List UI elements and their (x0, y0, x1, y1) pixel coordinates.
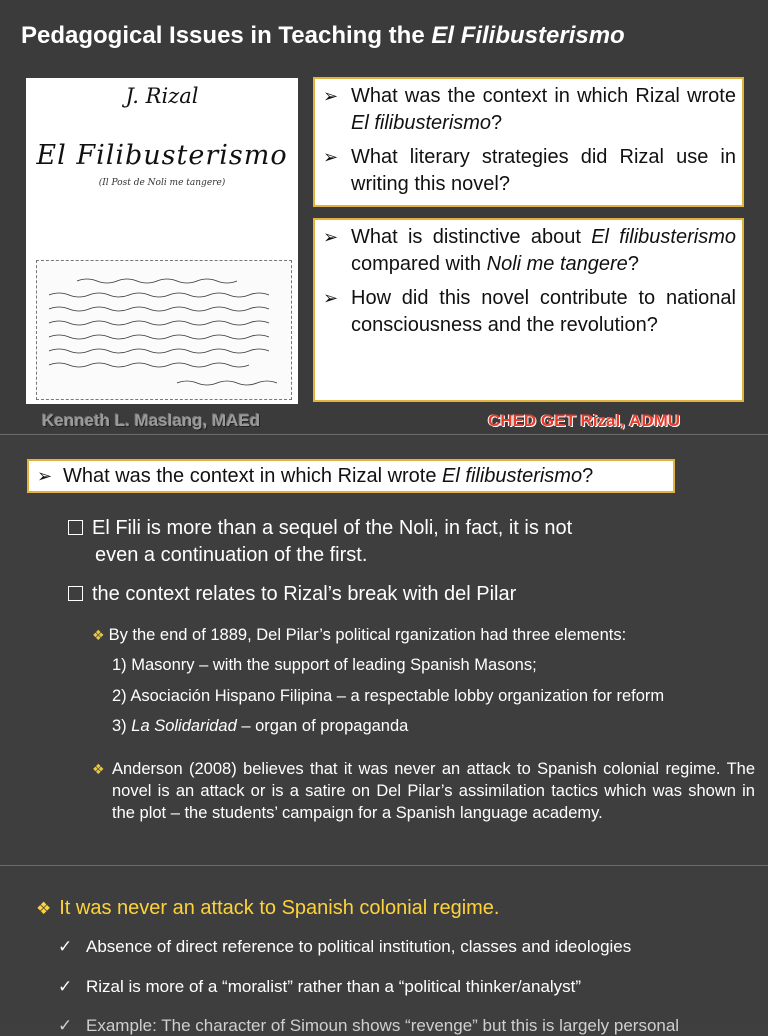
heading-text: It was never an attack to Spanish colonial regime. (59, 897, 500, 919)
sub-point (92, 624, 752, 646)
slide-2 (0, 434, 768, 864)
slide-title (21, 22, 625, 50)
arrow-bullet-icon: ➢ (323, 227, 339, 247)
question-text: What was the context in which Rizal wrote (351, 85, 736, 107)
institution-footer: CHED GET Rizal, ADMU (488, 411, 681, 430)
checkmark-icon: ✓ (58, 1016, 73, 1035)
diamond-bullet-icon: ❖ (92, 627, 105, 643)
question-item (323, 224, 736, 278)
questions-box-1 (313, 77, 744, 207)
check-item (58, 937, 631, 957)
question-banner (27, 459, 675, 493)
check-text: Example: The character of Simoun shows “revenge” but this is largely personal (86, 1016, 680, 1035)
arrow-bullet-icon: ➢ (323, 86, 339, 106)
sub-point-text: By the end of 1889, Del Pilar’s political rganization had three elements: (108, 626, 627, 644)
checkmark-icon: ✓ (58, 937, 73, 956)
question-item (323, 83, 736, 137)
question-text-mid: compared with (351, 253, 487, 275)
manuscript-author: J. Rizal (125, 84, 199, 108)
question-text: What is distinctive about (351, 226, 592, 248)
title-text: Pedagogical Issues in Teaching the (21, 22, 432, 49)
slide-1 (0, 0, 768, 433)
question-text-end: ? (627, 253, 639, 275)
list-item-num: 3) (112, 717, 132, 735)
question-item (323, 144, 736, 198)
list-item-italic: La Solidaridad (131, 717, 237, 735)
arrow-bullet-icon: ➢ (323, 147, 339, 167)
check-item (58, 977, 581, 997)
author-footer: Kenneth L. Maslang, MAEd (42, 411, 261, 430)
sub-point (92, 758, 755, 824)
checkmark-icon: ✓ (58, 977, 73, 996)
question-text-end: ? (582, 465, 594, 487)
question-italic: El filibusterismo (442, 465, 583, 487)
slide-3 (0, 865, 768, 1035)
point-item (68, 581, 516, 608)
list-item (112, 717, 408, 736)
slide-heading (36, 897, 499, 920)
manuscript-subtitle: (Il Post de Noli me tangere) (98, 178, 226, 188)
check-text: Absence of direct reference to political institution, classes and ideologies (86, 937, 632, 956)
handwriting-scribble (37, 261, 291, 399)
manuscript-image (26, 78, 298, 404)
question-italic-2: Noli me tangere (486, 253, 628, 275)
question-text-end: ? (491, 112, 503, 134)
question-text: How did this novel contribute to national consciousness and the revolution? (351, 287, 736, 336)
point-item (68, 515, 658, 569)
point-text-cont: even a continuation of the first. (95, 544, 368, 566)
question-text: What was the context in which Rizal wrote (63, 465, 443, 487)
sub-point-text: Anderson (2008) believes that it was never an attack to Spanish colonial regime. The novel is an attack or is a satire on Del Pilar’s assimilation tactics which was shown in the plot – the students’ campaign for a Spanish language academy. (112, 760, 755, 822)
question-item (323, 285, 736, 339)
question-text: What literary strategies did Rizal use in writing this novel? (351, 146, 736, 195)
manuscript-handwritten-note (36, 260, 292, 400)
check-text: Rizal is more of a “moralist” rather than a “political thinker/analyst” (86, 977, 582, 996)
list-item: 1) Masonry – with the support of leading Spanish Masons; (112, 656, 537, 674)
questions-box-2 (313, 218, 744, 402)
question-italic: El filibusterismo (351, 112, 492, 134)
arrow-bullet-icon: ➢ (323, 288, 339, 308)
diamond-bullet-icon: ❖ (36, 899, 52, 918)
title-italic: El Filibusterismo (431, 22, 625, 49)
diamond-bullet-icon: ❖ (92, 761, 105, 777)
check-item (58, 1016, 679, 1036)
checkbox-bullet-icon (68, 520, 83, 535)
point-text: El Fili is more than a sequel of the Noli, in fact, it is not (92, 517, 573, 539)
manuscript-title: El Filibusterismo (36, 140, 288, 171)
arrow-bullet-icon: ➢ (37, 466, 53, 486)
list-item: 2) Asociación Hispano Filipina – a respectable lobby organization for reform (112, 687, 665, 705)
point-text: the context relates to Rizal’s break with del Pilar (92, 583, 517, 605)
question-italic: El filibusterismo (591, 226, 736, 248)
checkbox-bullet-icon (68, 586, 83, 601)
list-item-text: – organ of propaganda (236, 717, 409, 735)
